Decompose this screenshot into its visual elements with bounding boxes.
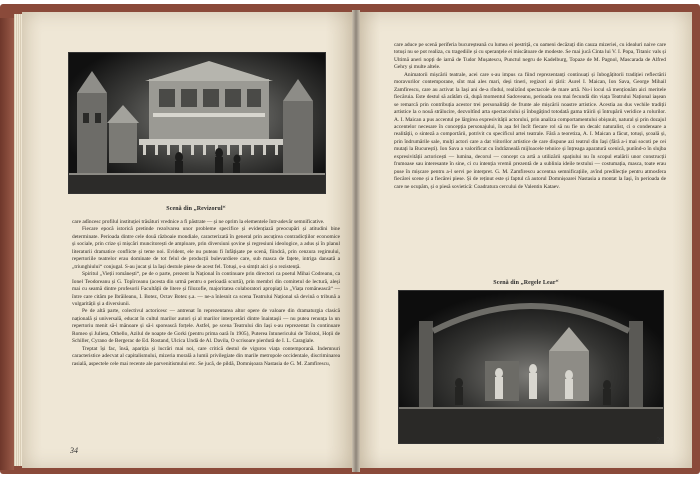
- paragraph: Animatorii mișcării teatrale, acei care s-au impus ca fiind reprezentanți continuați și înbogățitorii tradiției reflectării moravurilor contemporane, sînt mai ales mari, deși tineri, regizori ai țării: Aurel I. Maican, Ion Sava, George Mihail Zamfirescu, care au activat la Iași ani de-a rîndul, realizînd spectacole de mare artă. Nu-i locul să menționăm aici meritele fiecăruia. Este destul să arătăm că, după momentul Sadoveanu, perioada cea mai fecundă din viața Teatrului Național iașean se remarcă prin contribuția acestor trei personalități de frunte ale mișcării noastre artistice. Acestia au dus vechile tradiții artistice la o nouă strălucire, dezvoltînd arta spectacolului și înbogățind totodată gama trăirii și întrupării veridice a rolurilor. A. I. Maican a pus accentul pe lărgirea expresivității actorului, prin analiza comportamentului obișnuit, natural și prin dozajul accentelor necesare în concepția personajului, în așa fel încît fiecare rol să nu fie un decalc naturalist, ci o condensare a realității, o sinteză a comportării, potrivit cu specificul artei teatrale. Fără a teoretiza, A. I. Maican a făcut, totuși, școală și, prin îndrumările sale, mulți actori care a dat viitorilor artistice de care dispune azi teatrul din Iași (fără a-i mai socoti pe cei mutați la București). Ion Sava a valorificat cu îndrăzneală mijloacele tehnice și înțreaga aparatură scenică, punînd-o în slujba expresivității actoricești — lumina, decorul — concept ca artă a utilizării spațiului nu în scopul etalării unor construcții frumoase sau interesante în sine, ci cu intenția vremii prezentă de a sublinia ideile textului — costumația, masca, toate erau puse în mișcare pentru a-l servi pe interpret. G. M. Zamfirescu accentua semnificațiile, avînd predilecție pentru atmosfera fiecărei scene și a fiecărei piese. Și de reținut este și faptul că autorul Domnișoarei Nastasia a montat la Iași, în perioada de care ne ocupăm, și o piesă sovietică: Coadratura cercului de Valentin Kataev.: [394, 71, 666, 190]
- stage-photo-illustration: [399, 291, 663, 443]
- right-body-text: [394, 42, 666, 191]
- stage-photo-revizorul: [68, 52, 326, 194]
- paragraph: care adîncesc profilul instituției trăsături vrednice a fi păstrate — și ne oprim la elementele într-adevăr semnificative.: [72, 219, 325, 225]
- right-page: [360, 12, 692, 468]
- page-number: 34: [70, 446, 78, 455]
- paragraph: Treptat își fac, însă, apariția și lucrări mai noi, care critică destul de viguros viața contemporană. Indemnuri caracteristice adecvat al capitalismului, mizeria morală a lumii privilegiate din marile metropole occidentale, discriminarea rasială, aspectele cele mai recente ale parvenitismului etc. Se jucă, de pildă, Domnișoara Nastasia de G. M. Zamfirescu,: [72, 345, 340, 367]
- left-page: [22, 12, 352, 468]
- paragraph: Spiritul „Vieții românești“, pe de o parte, prezent la Național în continuare prin directori ca poetul Mihai Codreanu, ca Ionel Teodoreanu și G. Topîrceanu (acesta din urmă pentru o perioadă scurtă), prin membri din comitetul de lectură, aleși mai cu seamă dintre profesorii Facultății de litere și filozofie, majoritatea colaboratori apropiați la „Viața românească“ — între care cităm pe Ibrăileanu, I. Botez, Octav Botez ș.a. — ne-a înlesnit ca scena Teatrului Național să devină o tribună a vulgarității și a diversiunii.: [72, 271, 340, 307]
- left-body-text: [72, 219, 340, 368]
- paragraph: Pe de altă parte, colectivul actoricesc — antrenat în reprezentarea altor opere de valoare din dramaturgia clasică națională și universală, educat în cultul marilor autori și al marilor interpretări dintre înaintașii — nu putea renunța la un repertoriu menit să-i mănoare și să-i sporească forțele. Astfel, pe scena Teatrului din Iași s-au reprezentat în continuare Romeo și Julieta, Othello, Azilul de noapte de Gorki (pentru prima oară în 1905), Puterea întunericului de Tolstoi, Hoții de Schiller, Cyrano de Bergerac de Ed. Rostand, Ulcica Undă de Al. Davila, O scrisoare pierdută de I. L. Caragiale.: [72, 308, 340, 345]
- stage-photo-regele-lear: [398, 290, 664, 444]
- stage-photo-illustration: [69, 53, 325, 193]
- photo-caption: Scenă din „Revizorul“: [166, 206, 226, 212]
- photo-caption: Scenă din „Regele Lear“: [493, 280, 559, 286]
- page-number: 35: [656, 436, 664, 445]
- book-spine-edge: [0, 18, 14, 470]
- paragraph: care aduce pe scenă periferia bucureșteană cu lumea ei pestriță, cu oameni decăzuți din cauza mizeriei, cu idealuri naive care totuși nu se pot realiza, cu tragediile și cu speranțele ei miscătoare de modeste. Se mai jucă Cinta lui V. I. Popa, Titanic vals și Ultimă aneri nopți de iarnă de Tudor Mușatescu, Punctul negru de Kadelburg, Topaze de M. Pagnol, Mascarada de Alfred Gehry și multe altele.: [394, 42, 666, 71]
- book-gutter: [352, 10, 360, 472]
- paragraph: Fiecare epocă istorică pretinde rezolvarea unor probleme specifice și evidențiază preocupări și atitudini bine determinate. Perioada dintre cele două războaie mondiale, caracterizată în general prin ascuțirea contradicțiilor economice și sociale, prin crize și mișcări muncitorești de amploare, prin diversiuni șovine și regresiuni ideologice, a adus și în planul literaturii dramatice conflicte și teme noi. Evident, ele nu puteau fi înfățișate pe scenă, fiindcă, prin cenzura regimului, repertoriile teatrelor erau dominate de tot felul de producții bulevardiere care, sub masca de fațete, intriga dansată a „triunghiului“ conjugal. S-au jucat și la Iași destule piese de acest fel. Totuși, s-a simțit aici și o rezistență.: [72, 226, 340, 270]
